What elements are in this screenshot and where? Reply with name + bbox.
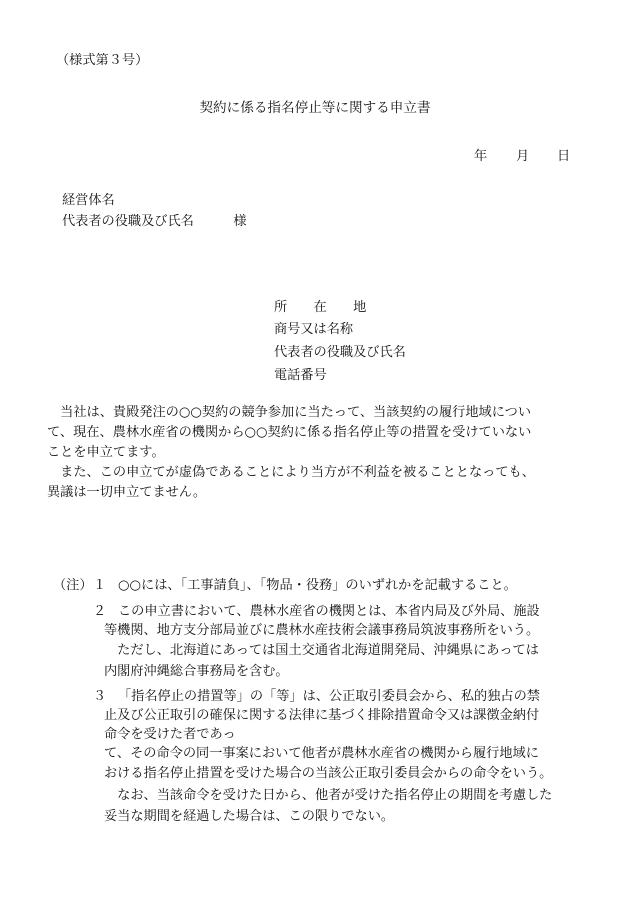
applicant-representative-label: 代表者の役職及び氏名 bbox=[274, 345, 406, 360]
note-3-line: 妥当な期間を経過した場合は、この限りでない。 bbox=[104, 809, 395, 824]
applicant-company-label: 商号又は名称 bbox=[274, 322, 354, 337]
form-number: （様式第３号） bbox=[56, 53, 149, 68]
note-3-line: 命令を受けた者であっ bbox=[104, 727, 236, 742]
applicant-address-label: 所 在 地 bbox=[274, 300, 367, 315]
note-3-line: なお、当該命令を受けた日から、他者が受けた指名停止の期間を考慮した bbox=[104, 788, 553, 803]
body-line: また、この申立てが虚偽であることにより当方が不利益を被ることとなっても、 bbox=[47, 465, 535, 480]
note-3-line: 「指名停止の措置等」の「等」は、公正取引委員会から、私的独占の禁 bbox=[118, 689, 540, 704]
note-2-line: 等機関、地方支分部局並びに農林水産技術会議事務局筑波事務所をいう。 bbox=[104, 623, 540, 638]
note-2-line: ただし、北海道にあっては国土交通省北海道開発局、沖縄県にあっては bbox=[104, 643, 539, 658]
note-2-line: この申立書において、農林水産省の機関とは、本省内局及び外局、施設 bbox=[118, 604, 540, 619]
note-3-line: 止及び公正取引の確保に関する法律に基づく排除措置命令又は課徴金納付 bbox=[104, 708, 540, 723]
applicant-phone-label: 電話番号 bbox=[274, 368, 327, 383]
addressee-organization: 経営体名 bbox=[62, 193, 115, 208]
notes-label: （注） bbox=[53, 578, 93, 593]
note-3-number: ３ bbox=[93, 689, 107, 704]
note-2-line: 内閣府沖縄総合事務局を含む。 bbox=[104, 664, 289, 679]
note-1-number: １ bbox=[93, 578, 107, 593]
date-day-label: 日 bbox=[557, 149, 571, 164]
addressee-representative: 代表者の役職及び氏名 様 bbox=[62, 214, 247, 229]
date-year-label: 年 bbox=[474, 149, 488, 164]
note-1-text: ○○には、「工事請負」、「物品・役務」のいずれかを記載すること。 bbox=[118, 578, 517, 593]
body-line: ことを申立てます。 bbox=[47, 445, 165, 460]
body-line: 異議は一切申立てません。 bbox=[47, 485, 207, 500]
note-2-number: ２ bbox=[93, 604, 107, 619]
note-3-line: て、その命令の同一事案において他者が農林水産省の機関から履行地域に bbox=[104, 746, 539, 761]
declaration-body bbox=[47, 403, 587, 503]
date-month-label: 月 bbox=[516, 149, 530, 164]
body-line: て、現在、農林水産省の機関から○○契約に係る指名停止等の措置を受けていない bbox=[47, 425, 532, 440]
document-title: 契約に係る指名停止等に関する申立書 bbox=[199, 100, 431, 116]
note-3-line: おける指名停止措置を受けた場合の当該公正取引委員会からの命令をいう。 bbox=[104, 766, 553, 781]
body-line: 当社は、貴殿発注の○○契約の競争参加に当たって、当該契約の履行地域につい bbox=[47, 405, 532, 420]
